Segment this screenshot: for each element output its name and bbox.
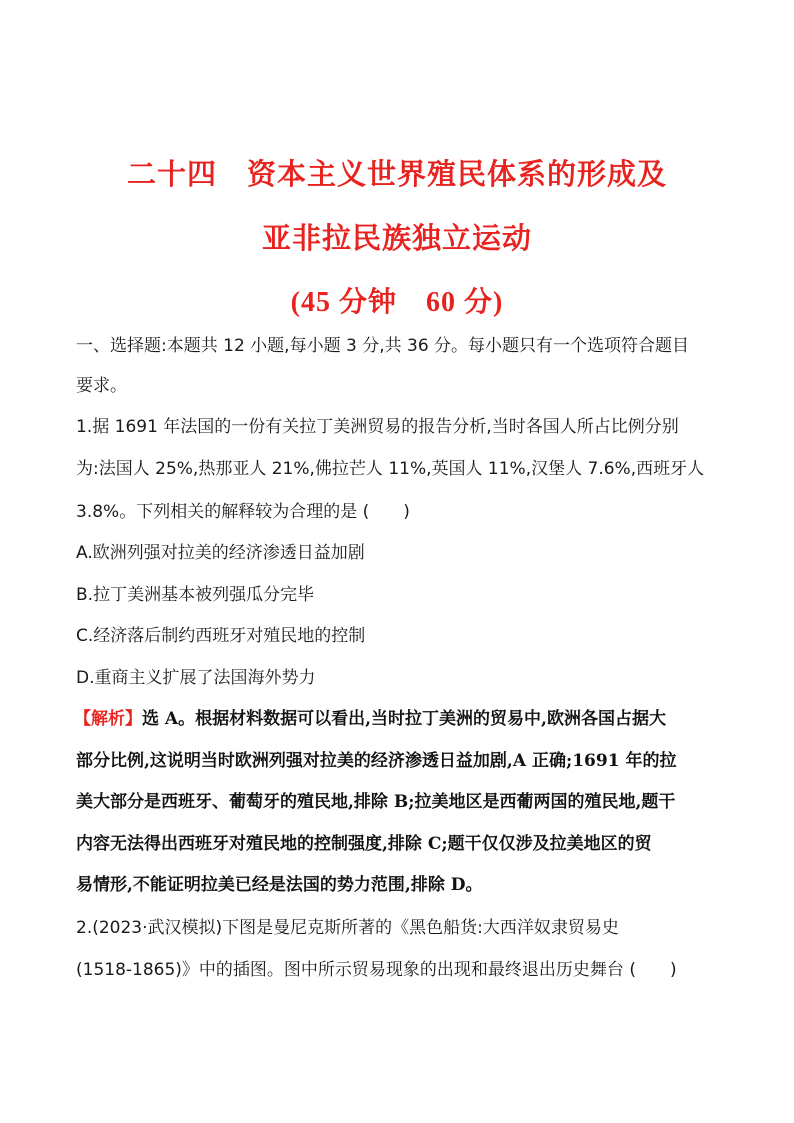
- q1-option-d: D.重商主义扩展了法国海外势力: [76, 668, 316, 688]
- q1-stem-line-1: 1.据 1691 年法国的一份有关拉丁美洲贸易的报告分析,当时各国人所占比例分别: [76, 417, 679, 437]
- q1-stem-line-2: 为:法国人 25%,热那亚人 21%,佛拉芒人 11%,英国人 11%,汉堡人 7.6%,西班牙人: [76, 459, 705, 479]
- q1-analysis-line-1: [74, 707, 666, 731]
- analysis-tag: 【解析】: [74, 709, 142, 729]
- page-title-line-1: 二十四 资本主义世界殖民体系的形成及: [126, 157, 667, 191]
- q1-analysis-line-3: 美大部分是西班牙、葡萄牙的殖民地,排除 B;拉美地区是西葡两国的殖民地,题干: [76, 792, 676, 812]
- q1-analysis-line-5: 易情形,不能证明拉美已经是法国的势力范围,排除 D。: [76, 875, 483, 895]
- q1-stem-line-3: 3.8%。下列相关的解释较为合理的是 ( ): [76, 502, 410, 522]
- q2-stem-line-2: (1518-1865)》中的插图。图中所示贸易现象的出现和最终退出历史舞台 ( ): [76, 960, 677, 980]
- analysis-text: 选 A。根据材料数据可以看出,当时拉丁美洲的贸易中,欧洲各国占据大: [142, 709, 666, 729]
- q1-analysis-line-2: 部分比例,这说明当时欧洲列强对拉美的经济渗透日益加剧,A 正确;1691 年的拉: [76, 751, 677, 771]
- section-instructions-line-1: 一、选择题:本题共 12 小题,每小题 3 分,共 36 分。每小题只有一个选项符合题目: [76, 336, 690, 356]
- q1-option-a: A.欧洲列强对拉美的经济渗透日益加剧: [76, 543, 365, 563]
- q1-option-b: B.拉丁美洲基本被列强瓜分完毕: [76, 585, 315, 605]
- q1-analysis-line-4: 内容无法得出西班牙对殖民地的控制强度,排除 C;题干仅仅涉及拉美地区的贸: [76, 834, 652, 854]
- q2-stem-line-1: 2.(2023·武汉模拟)下图是曼尼克斯所著的《黑色船货:大西洋奴隶贸易史: [76, 918, 619, 938]
- section-instructions-line-2: 要求。: [76, 376, 127, 396]
- page-title-line-2: 亚非拉民族独立运动: [261, 221, 532, 255]
- q1-option-c: C.经济落后制约西班牙对殖民地的控制: [76, 626, 366, 646]
- time-score-subtitle: (45 分钟 60 分): [290, 287, 504, 318]
